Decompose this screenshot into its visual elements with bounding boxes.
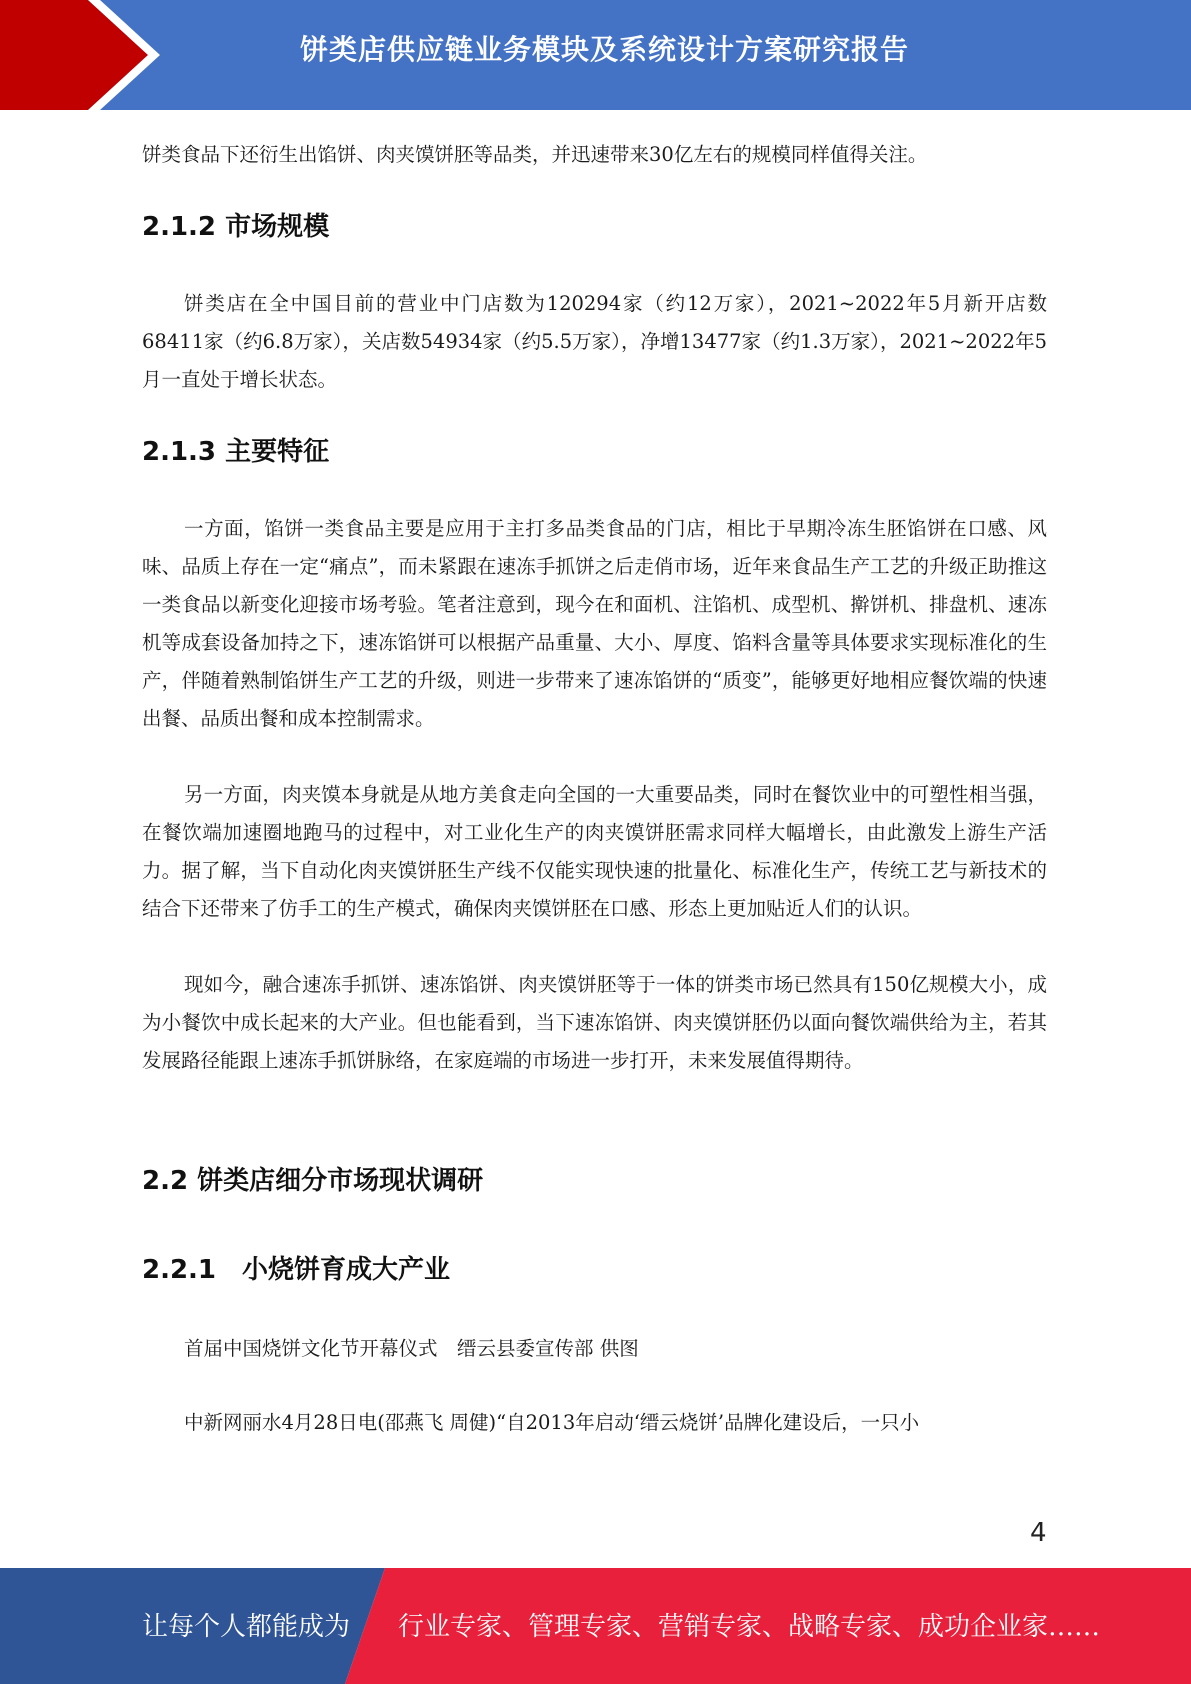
page-footer [0, 1568, 1191, 1684]
page-number: 4 [1030, 1518, 1047, 1548]
features-paragraph-2: 另一方面，肉夹馍本身就是从地方美食走向全国的一大重要品类，同时在餐饮业中的可塑性相当强，在餐饮端加速圈地跑马的过程中，对工业化生产的肉夹馍饼胚需求同样大幅增长，由此激发上游生产活力。据了解，当下自动化肉夹馍饼胚生产线不仅能实现快速的批量化、标准化生产，传统工艺与新技术的结合下还带来了仿手工的生产模式，确保肉夹馍饼胚在口感、形态上更加贴近人们的认识。 [142, 783, 1047, 920]
features-paragraph-3: 现如今，融合速冻手抓饼、速冻馅饼、肉夹馍饼胚等于一体的饼类市场已然具有150亿规模大小，成为小餐饮中成长起来的大产业。但也能看到，当下速冻馅饼、肉夹馍饼胚仍以面向餐饮端供给为主，若其发展路径能跟上速冻手抓饼脉络，在家庭端的市场进一步打开，未来发展值得期待。 [142, 973, 1047, 1072]
heading-2-1-3: 2.1.3 主要特征 [142, 437, 330, 467]
footer-slogan-right: 行业专家、管理专家、营销专家、战略专家、成功企业家…… [398, 1612, 1101, 1642]
news-paragraph: 中新网丽水4月28日电(邵燕飞 周健)“自2013年启动‘缙云烧饼’品牌化建设后，一只小 [184, 1411, 920, 1434]
market-size-paragraph: 饼类店在全中国目前的营业中门店数为120294家（约12万家），2021~2022年5月新开店数68411家（约6.8万家），关店数54934家（约5.5万家），净增13477家（约1.3万家），2021~2022年5月一直处于增长状态。 [142, 292, 1047, 391]
page-header [0, 0, 1191, 110]
heading-2-2: 2.2 饼类店细分市场现状调研 [142, 1166, 484, 1196]
features-paragraph-1: 一方面，馅饼一类食品主要是应用于主打多品类食品的门店，相比于早期冷冻生胚馅饼在口感、风味、品质上存在一定“痛点”，而未紧跟在速冻手抓饼之后走俏市场，近年来食品生产工艺的升级正助推这一类食品以新变化迎接市场考验。笔者注意到，现今在和面机、注馅机、成型机、擀饼机、排盘机、速冻机等成套设备加持之下，速冻馅饼可以根据产品重量、大小、厚度、馅料含量等具体要求实现标准化的生产，伴随着熟制馅饼生产工艺的升级，则进一步带来了速冻馅饼的“质变”，能够更好地相应餐饮端的快速出餐、品质出餐和成本控制需求。 [142, 517, 1047, 730]
intro-paragraph: 饼类食品下还衍生出馅饼、肉夹馍饼胚等品类，并迅速带来30亿左右的规模同样值得关注。 [142, 143, 928, 166]
heading-2-2-1: 2.2.1 小烧饼育成大产业 [142, 1255, 451, 1285]
footer-slogan-left: 让每个人都能成为 [142, 1612, 351, 1642]
report-title: 饼类店供应链业务模块及系统设计方案研究报告 [300, 33, 910, 66]
document-body [142, 136, 1047, 1442]
photo-caption: 首届中国烧饼文化节开幕仪式 缙云县委宣传部 供图 [184, 1337, 639, 1360]
heading-2-1-2: 2.1.2 市场规模 [142, 212, 330, 242]
